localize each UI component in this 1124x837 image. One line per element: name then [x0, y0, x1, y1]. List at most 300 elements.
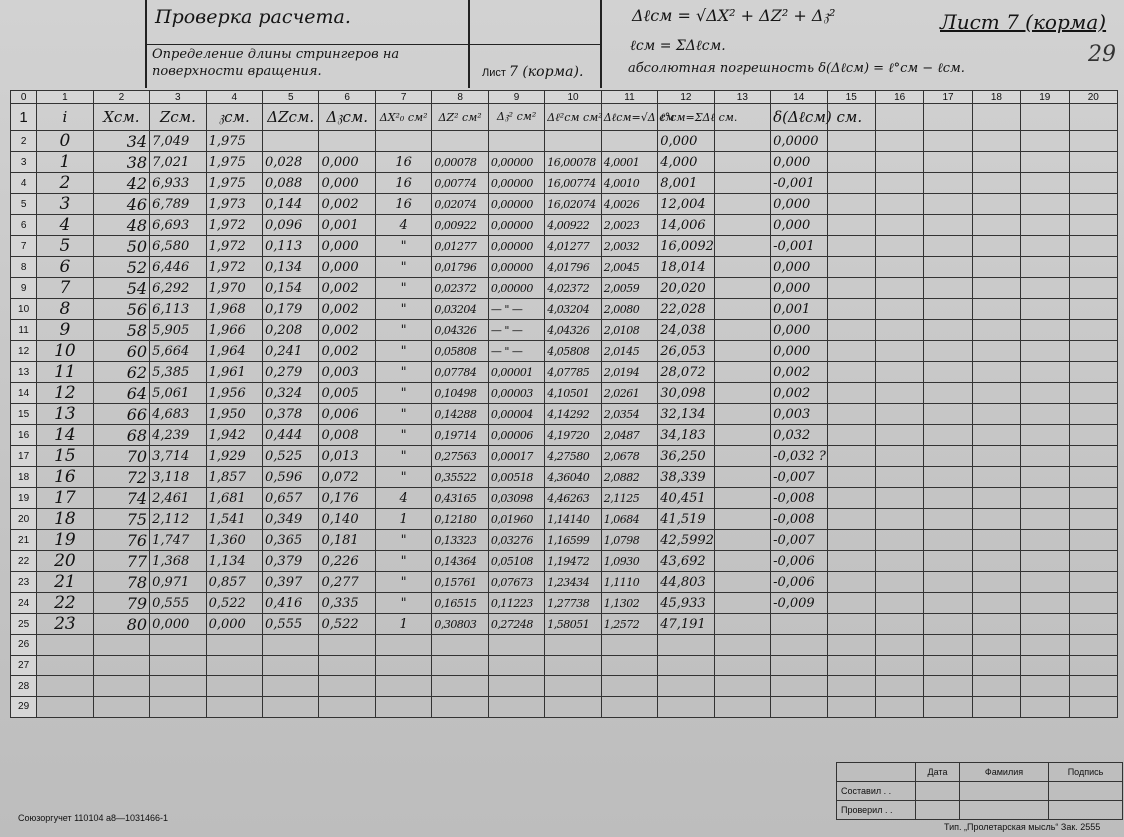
- table-cell: 1,966: [206, 320, 262, 341]
- table-cell: [875, 425, 923, 446]
- table-cell: [924, 446, 972, 467]
- row-number: 21: [11, 530, 37, 551]
- table-cell: [972, 278, 1020, 299]
- table-cell: [1021, 215, 1069, 236]
- table-cell: [714, 383, 770, 404]
- table-cell: [972, 173, 1020, 194]
- table-row: [11, 446, 1118, 467]
- table-cell: 62: [93, 362, 149, 383]
- table-cell: [875, 614, 923, 635]
- table-cell: 1,19472: [545, 551, 601, 572]
- table-cell: 0,072: [319, 467, 375, 488]
- table-cell: -0,008: [771, 488, 827, 509]
- table-cell: 0,144: [263, 194, 319, 215]
- table-cell: ": [375, 551, 431, 572]
- table-row: [11, 530, 1118, 551]
- table-cell: ": [375, 530, 431, 551]
- sheet-prefix: Лист: [482, 67, 506, 79]
- table-cell: 16: [375, 152, 431, 173]
- table-cell: [319, 635, 375, 656]
- table-cell: 0,000: [319, 236, 375, 257]
- table-cell: 4,05808: [545, 341, 601, 362]
- table-cell: [1021, 509, 1069, 530]
- sheet-title: Проверка расчета.: [155, 6, 351, 28]
- table-cell: [875, 173, 923, 194]
- table-cell: 8: [37, 299, 93, 320]
- table-cell: 0,11223: [488, 593, 544, 614]
- table-cell: 4,36040: [545, 467, 601, 488]
- table-cell: -0,001: [771, 173, 827, 194]
- table-cell: 0,000: [771, 152, 827, 173]
- table-cell: [972, 383, 1020, 404]
- table-cell: [827, 530, 875, 551]
- table-cell: ": [375, 257, 431, 278]
- table-cell: 20,020: [658, 278, 714, 299]
- table-cell: — " —: [488, 341, 544, 362]
- table-cell: [875, 551, 923, 572]
- table-cell: [924, 404, 972, 425]
- table-cell: 2,0023: [601, 215, 657, 236]
- table-cell: 0,03098: [488, 488, 544, 509]
- table-cell: 0,005: [319, 383, 375, 404]
- sign-cell: [960, 801, 1049, 820]
- table-cell: [875, 467, 923, 488]
- table-cell: [714, 320, 770, 341]
- table-cell: [488, 655, 544, 676]
- table-cell: 38,339: [658, 467, 714, 488]
- table-cell: [924, 131, 972, 152]
- table-cell: [545, 655, 601, 676]
- table-cell: 42,5992: [658, 530, 714, 551]
- table-cell: [375, 655, 431, 676]
- table-cell: 1,1302: [601, 593, 657, 614]
- table-cell: [924, 655, 972, 676]
- table-cell: 0,02372: [432, 278, 488, 299]
- table-cell: [875, 152, 923, 173]
- sign-checked-label: Проверил . .: [837, 801, 916, 820]
- table-cell: [714, 131, 770, 152]
- table-cell: 1,972: [206, 236, 262, 257]
- table-cell: [924, 173, 972, 194]
- table-row: [11, 655, 1118, 676]
- table-cell: [1069, 257, 1118, 278]
- table-cell: 1: [375, 509, 431, 530]
- table-cell: 16,0092: [658, 236, 714, 257]
- column-header: [875, 104, 923, 131]
- table-cell: 52: [93, 257, 149, 278]
- table-cell: 2: [37, 173, 93, 194]
- page-number: 29: [1088, 42, 1116, 67]
- table-cell: 2,0032: [601, 236, 657, 257]
- table-cell: 43,692: [658, 551, 714, 572]
- table-cell: 0,154: [263, 278, 319, 299]
- table-row: [11, 551, 1118, 572]
- column-header: Δℓсм=√Δ см: [601, 104, 657, 131]
- table-cell: 0,013: [319, 446, 375, 467]
- table-cell: 56: [93, 299, 149, 320]
- table-cell: 1,975: [206, 131, 262, 152]
- table-cell: [827, 362, 875, 383]
- table-cell: 0,00078: [432, 152, 488, 173]
- row-number: 1: [11, 104, 37, 131]
- table-cell: [1021, 257, 1069, 278]
- table-cell: 42: [93, 173, 149, 194]
- table-cell: [1069, 215, 1118, 236]
- table-cell: 0,003: [319, 362, 375, 383]
- formula-sum: ℓсм = ΣΔℓсм.: [630, 38, 726, 54]
- table-cell: [601, 655, 657, 676]
- table-cell: [714, 173, 770, 194]
- column-number: 13: [714, 91, 770, 104]
- table-cell: ": [375, 446, 431, 467]
- table-cell: 3,714: [150, 446, 206, 467]
- table-cell: ": [375, 404, 431, 425]
- table-cell: [1021, 467, 1069, 488]
- table-cell: [827, 278, 875, 299]
- table-cell: [924, 509, 972, 530]
- column-header: [972, 104, 1020, 131]
- table-cell: 0,657: [263, 488, 319, 509]
- table-cell: 1,2572: [601, 614, 657, 635]
- table-cell: [1069, 173, 1118, 194]
- table-cell: [972, 404, 1020, 425]
- table-cell: 4,04326: [545, 320, 601, 341]
- column-header: Δℓ²см см²: [545, 104, 601, 131]
- table-cell: [1021, 614, 1069, 635]
- table-row: [11, 299, 1118, 320]
- table-cell: [37, 676, 93, 697]
- table-cell: 0,349: [263, 509, 319, 530]
- sign-name-header: Фамилия: [960, 763, 1049, 782]
- table-row: [11, 215, 1118, 236]
- table-cell: [875, 215, 923, 236]
- table-cell: [545, 131, 601, 152]
- table-cell: 76: [93, 530, 149, 551]
- table-cell: 0,279: [263, 362, 319, 383]
- table-cell: [827, 635, 875, 656]
- table-cell: 0,335: [319, 593, 375, 614]
- table-cell: 41,519: [658, 509, 714, 530]
- table-cell: [827, 173, 875, 194]
- table-cell: ": [375, 320, 431, 341]
- column-number: 10: [545, 91, 601, 104]
- table-cell: 14,006: [658, 215, 714, 236]
- table-cell: -0,001: [771, 236, 827, 257]
- column-number: 14: [771, 91, 827, 104]
- table-cell: [1069, 278, 1118, 299]
- table-cell: [150, 676, 206, 697]
- table-cell: 0,006: [319, 404, 375, 425]
- table-cell: [714, 676, 770, 697]
- table-cell: 0,000: [771, 194, 827, 215]
- table-cell: 8,001: [658, 173, 714, 194]
- table-cell: [972, 572, 1020, 593]
- table-cell: 4,683: [150, 404, 206, 425]
- table-cell: 17: [37, 488, 93, 509]
- table-cell: 0,522: [206, 593, 262, 614]
- table-cell: 0,000: [319, 152, 375, 173]
- column-header: [924, 104, 972, 131]
- table-cell: 0,397: [263, 572, 319, 593]
- table-cell: [972, 614, 1020, 635]
- table-cell: [972, 467, 1020, 488]
- table-cell: 6,446: [150, 257, 206, 278]
- table-cell: 0,03276: [488, 530, 544, 551]
- table-row: [11, 676, 1118, 697]
- table-cell: [1021, 383, 1069, 404]
- table-cell: 2,0354: [601, 404, 657, 425]
- row-number: 29: [11, 697, 37, 718]
- table-cell: [263, 676, 319, 697]
- table-cell: 78: [93, 572, 149, 593]
- column-header: i: [37, 104, 93, 131]
- table-cell: 0,000: [658, 131, 714, 152]
- table-cell: 0,00006: [488, 425, 544, 446]
- table-cell: [1021, 320, 1069, 341]
- table-cell: [488, 131, 544, 152]
- table-cell: 6,113: [150, 299, 206, 320]
- table-cell: 80: [93, 614, 149, 635]
- table-cell: 0,522: [319, 614, 375, 635]
- table-cell: 60: [93, 341, 149, 362]
- table-cell: [972, 509, 1020, 530]
- table-cell: 70: [93, 446, 149, 467]
- table-cell: 2,0487: [601, 425, 657, 446]
- table-cell: [875, 236, 923, 257]
- table-cell: [924, 425, 972, 446]
- table-cell: 6,933: [150, 173, 206, 194]
- row-number: 11: [11, 320, 37, 341]
- table-cell: [1021, 173, 1069, 194]
- table-cell: [714, 551, 770, 572]
- table-cell: 0,226: [319, 551, 375, 572]
- table-cell: 0,379: [263, 551, 319, 572]
- table-cell: 9: [37, 320, 93, 341]
- row-number: 15: [11, 404, 37, 425]
- table-cell: 0,000: [771, 215, 827, 236]
- table-cell: 0,0000: [771, 131, 827, 152]
- row-number: 10: [11, 299, 37, 320]
- table-cell: 16: [375, 194, 431, 215]
- column-header: Zсм.: [150, 104, 206, 131]
- table-cell: [972, 676, 1020, 697]
- table-cell: 1,973: [206, 194, 262, 215]
- row-number: 22: [11, 551, 37, 572]
- table-cell: 0,00000: [488, 152, 544, 173]
- table-cell: [432, 655, 488, 676]
- table-cell: [827, 697, 875, 718]
- table-cell: 0,16515: [432, 593, 488, 614]
- table-cell: 0,003: [771, 404, 827, 425]
- table-cell: [1021, 676, 1069, 697]
- sheet-number-small: 7 (корма).: [508, 64, 584, 80]
- table-cell: [924, 257, 972, 278]
- table-cell: 1,961: [206, 362, 262, 383]
- table-cell: — " —: [488, 320, 544, 341]
- table-cell: [1021, 278, 1069, 299]
- table-cell: 0,096: [263, 215, 319, 236]
- table-cell: 1,975: [206, 152, 262, 173]
- table-cell: ": [375, 467, 431, 488]
- table-cell: 0,02074: [432, 194, 488, 215]
- table-cell: [771, 635, 827, 656]
- table-cell: [488, 697, 544, 718]
- table-cell: [714, 572, 770, 593]
- table-cell: 0,088: [263, 173, 319, 194]
- table-cell: 0,14288: [432, 404, 488, 425]
- table-cell: [263, 697, 319, 718]
- table-cell: 12,004: [658, 194, 714, 215]
- table-cell: 28,072: [658, 362, 714, 383]
- table-cell: 0,002: [319, 194, 375, 215]
- table-cell: -0,007: [771, 467, 827, 488]
- table-row: [11, 488, 1118, 509]
- table-cell: 2,0059: [601, 278, 657, 299]
- table-cell: [1021, 593, 1069, 614]
- table-cell: [972, 593, 1020, 614]
- table-cell: [1021, 655, 1069, 676]
- table-cell: [714, 488, 770, 509]
- row-number: 8: [11, 257, 37, 278]
- table-cell: 5,385: [150, 362, 206, 383]
- table-cell: [972, 215, 1020, 236]
- table-cell: 0,01277: [432, 236, 488, 257]
- table-cell: [1069, 655, 1118, 676]
- table-cell: [714, 446, 770, 467]
- column-number: 9: [488, 91, 544, 104]
- table-cell: 13: [37, 404, 93, 425]
- table-cell: [601, 131, 657, 152]
- table-cell: 45,933: [658, 593, 714, 614]
- table-cell: [924, 362, 972, 383]
- table-cell: 50: [93, 236, 149, 257]
- table-cell: 4,07785: [545, 362, 601, 383]
- formula-error: абсолютная погрешность δ(Δℓсм) = ℓ°см − ℓсм.: [628, 61, 965, 76]
- table-cell: [924, 572, 972, 593]
- sign-cell: [960, 782, 1049, 801]
- table-cell: 0,002: [319, 341, 375, 362]
- table-cell: 0,002: [771, 362, 827, 383]
- table-cell: [1069, 152, 1118, 173]
- table-cell: [875, 278, 923, 299]
- table-cell: 1,1110: [601, 572, 657, 593]
- table-cell: 4,27580: [545, 446, 601, 467]
- footer-right: Тип. „Пролетарская мысль“ Зак. 2555: [944, 822, 1101, 832]
- table-cell: [924, 635, 972, 656]
- table-cell: [1069, 341, 1118, 362]
- table-cell: [1069, 467, 1118, 488]
- table-cell: [924, 383, 972, 404]
- table-cell: [924, 551, 972, 572]
- row-number: 18: [11, 467, 37, 488]
- table-cell: [1069, 362, 1118, 383]
- table-cell: 1,23434: [545, 572, 601, 593]
- table-cell: [714, 467, 770, 488]
- table-cell: -0,032 ?: [771, 446, 827, 467]
- table-cell: 4,0026: [601, 194, 657, 215]
- table-cell: 74: [93, 488, 149, 509]
- table-cell: [1021, 341, 1069, 362]
- table-row: [11, 572, 1118, 593]
- table-row: [11, 341, 1118, 362]
- table-cell: 0,00000: [488, 173, 544, 194]
- table-cell: [1069, 530, 1118, 551]
- table-cell: [827, 488, 875, 509]
- table-cell: [972, 362, 1020, 383]
- sheet-subtitle-line1: Определение длины стрингеров на: [152, 47, 400, 62]
- table-cell: 4,10501: [545, 383, 601, 404]
- table-cell: 0,27563: [432, 446, 488, 467]
- table-cell: [1069, 236, 1118, 257]
- table-cell: [827, 676, 875, 697]
- table-cell: 0,00001: [488, 362, 544, 383]
- table-cell: [875, 131, 923, 152]
- table-cell: 6,693: [150, 215, 206, 236]
- table-cell: [1021, 362, 1069, 383]
- table-cell: 0,002: [319, 299, 375, 320]
- table-cell: [875, 362, 923, 383]
- table-row: [11, 635, 1118, 656]
- row-number: 12: [11, 341, 37, 362]
- table-cell: 4,239: [150, 425, 206, 446]
- table-cell: [972, 551, 1020, 572]
- column-number-row: [11, 91, 1118, 104]
- table-cell: 1,950: [206, 404, 262, 425]
- table-cell: [1021, 131, 1069, 152]
- table-cell: [827, 404, 875, 425]
- table-cell: [924, 215, 972, 236]
- table-cell: 0,365: [263, 530, 319, 551]
- table-cell: 0,27248: [488, 614, 544, 635]
- table-row: [11, 236, 1118, 257]
- table-cell: 1,964: [206, 341, 262, 362]
- table-cell: [488, 635, 544, 656]
- table-cell: [601, 676, 657, 697]
- table-cell: 14: [37, 425, 93, 446]
- table-cell: 2,0145: [601, 341, 657, 362]
- table-cell: 1,27738: [545, 593, 601, 614]
- table-cell: 1,972: [206, 257, 262, 278]
- table-cell: 1,134: [206, 551, 262, 572]
- column-number: 3: [150, 91, 206, 104]
- table-cell: [1069, 425, 1118, 446]
- table-cell: [1021, 404, 1069, 425]
- table-cell: [1021, 697, 1069, 718]
- column-number: 11: [601, 91, 657, 104]
- table-cell: [714, 509, 770, 530]
- table-cell: [1021, 635, 1069, 656]
- table-cell: 0,000: [771, 257, 827, 278]
- sheet-label: [482, 64, 583, 80]
- column-header: Xсм.: [93, 104, 149, 131]
- sheet-number-large: Лист 7 (корма): [940, 10, 1107, 34]
- column-header: δ(Δℓсм) см.: [771, 104, 827, 131]
- table-cell: [601, 635, 657, 656]
- table-cell: 0,19714: [432, 425, 488, 446]
- column-header: ΔX²₀ см²: [375, 104, 431, 131]
- table-cell: 0,00922: [432, 215, 488, 236]
- table-cell: [972, 194, 1020, 215]
- table-cell: ": [375, 425, 431, 446]
- table-cell: 1,681: [206, 488, 262, 509]
- table-cell: [1021, 299, 1069, 320]
- table-cell: 2,1125: [601, 488, 657, 509]
- table-cell: [924, 530, 972, 551]
- table-cell: [432, 131, 488, 152]
- table-cell: 4: [37, 215, 93, 236]
- table-cell: [1021, 446, 1069, 467]
- table-cell: [714, 236, 770, 257]
